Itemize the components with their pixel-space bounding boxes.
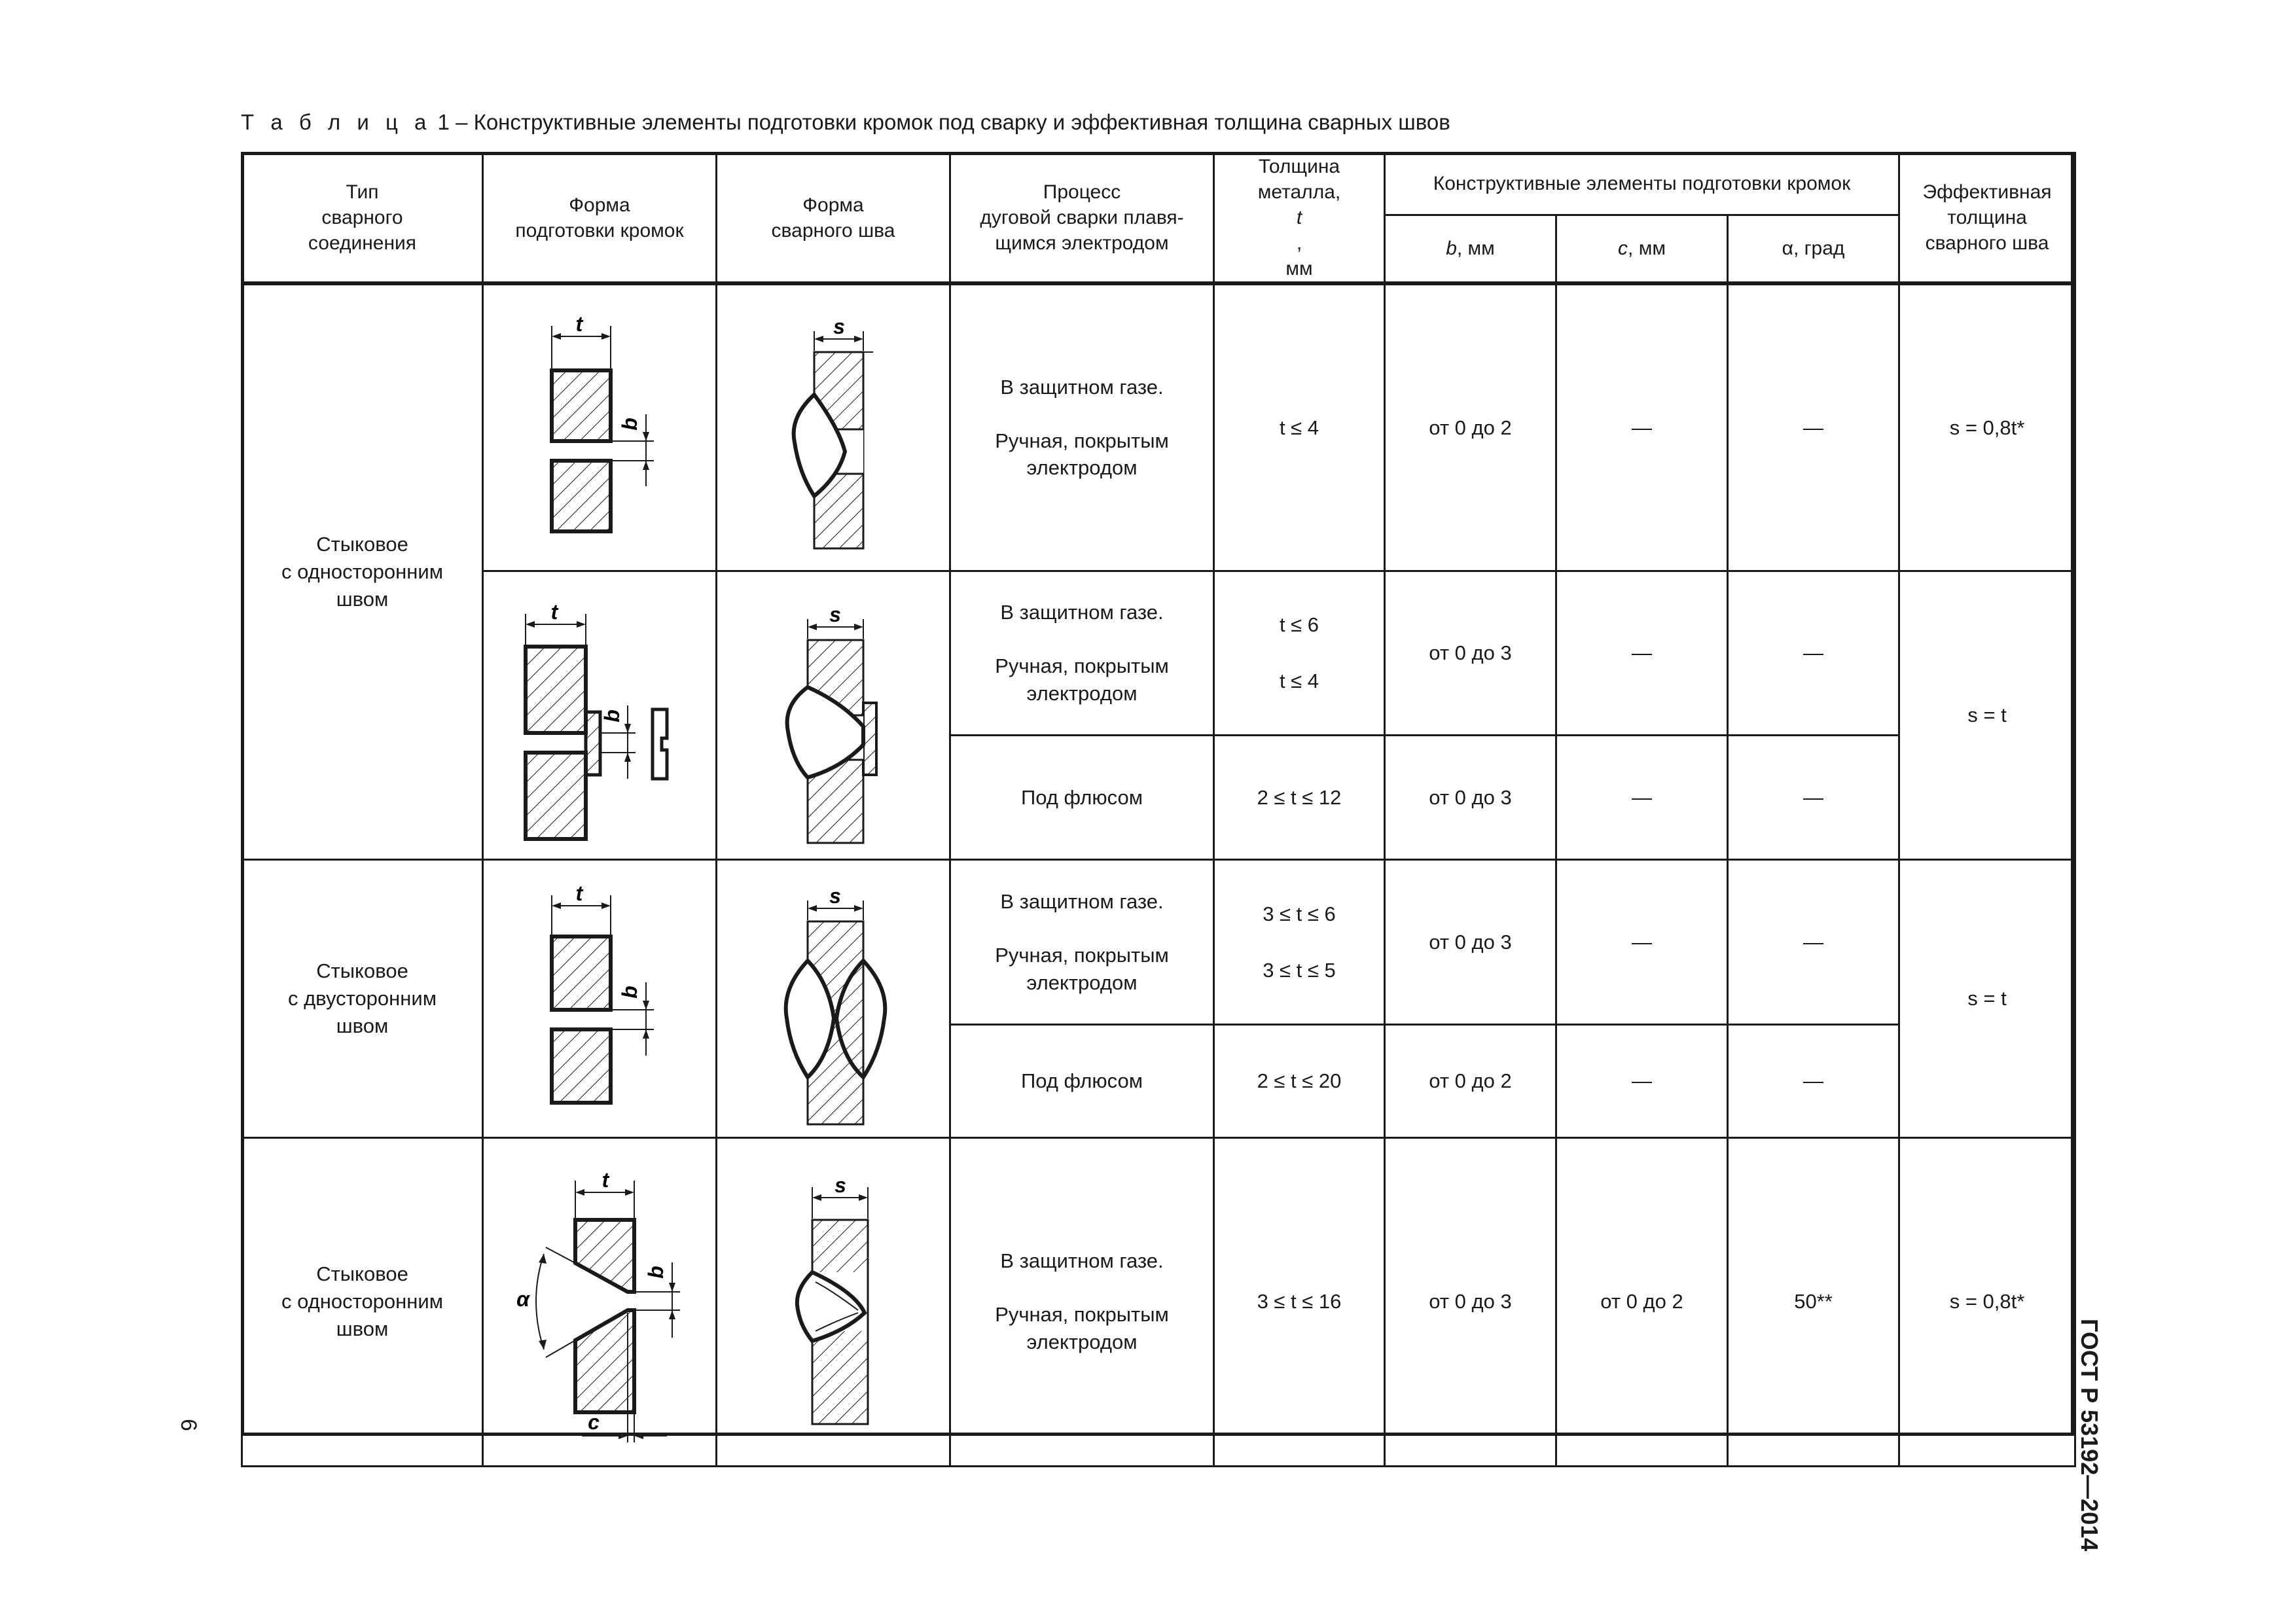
row4-type: Стыковое с двусторонним швом [242,860,483,1137]
dim-t-label: t [575,312,583,336]
v-groove-prep-diagram [484,1141,717,1462]
row1-process: В защитном газе. Ручная, покрытым электродом [950,283,1214,571]
header-elements: Конструктивные элементы подготовки кромок [1385,153,1899,215]
row3-process: Под флюсом [950,735,1214,860]
row4-alpha: — [1728,860,1899,1024]
page-number: 6 [176,1419,201,1431]
header-thickness: Толщина металла, t , мм [1214,153,1385,284]
row6-type: Стыковое с односторонним швом [242,1137,483,1466]
row6-b: от 0 до 3 [1385,1137,1556,1466]
square-butt-prep-diagram [484,287,717,568]
header-effective: Эффективная толщина сварного шва [1899,153,2075,284]
header-alpha: α, град [1728,215,1899,283]
dim-c-label: c [588,1410,600,1435]
row2-c: — [1556,571,1728,735]
row6-prep-figure [483,1137,717,1466]
row1-c: — [1556,283,1728,571]
dim-s-label: s [829,884,841,908]
row1-prep-figure [483,283,717,571]
row4-effective: s = t [1899,860,2075,1137]
row2-alpha: — [1728,571,1899,735]
dim-b-label: b [618,418,641,431]
row2-weld-figure [717,571,950,859]
dim-t-label: t [575,882,583,906]
row4-thickness: 3 ≤ t ≤ 6 3 ≤ t ≤ 5 [1214,860,1385,1024]
header-type: Тип сварного соединения [242,153,483,284]
double-side-prep-diagram [484,861,717,1136]
v-groove-weld-diagram [717,1141,951,1462]
dim-t-label: t [550,600,558,624]
dim-b-label: b [644,1266,668,1279]
row3-b: от 0 до 3 [1385,735,1556,860]
row6-thickness: 3 ≤ t ≤ 16 [1214,1137,1385,1466]
dim-t-label: t [601,1168,609,1192]
row6-weld-figure [717,1137,950,1466]
caption-text: – Конструктивные элементы подготовки кромок под сварку и эффективная толщина сварных швов [456,110,1450,134]
row5-thickness: 2 ≤ t ≤ 20 [1214,1024,1385,1137]
row5-process: Под флюсом [950,1024,1214,1137]
row1-thickness: t ≤ 4 [1214,283,1385,571]
row6-effective: s = 0,8t* [1899,1137,2075,1466]
double-side-weld-diagram [717,861,951,1136]
row6-c: от 0 до 2 [1556,1137,1728,1466]
dim-b-label: b [600,709,624,722]
row1-weld-figure [717,283,950,571]
row6-alpha: 50** [1728,1137,1899,1466]
header-c: c, мм [1556,215,1728,283]
dim-alpha-label: α [516,1287,529,1311]
row4-weld-figure [717,860,950,1137]
row1-effective: s = 0,8t* [1899,283,2075,571]
single-side-weld-diagram [717,287,951,568]
standard-designation: ГОСТ Р 53192—2014 [2076,1319,2103,1552]
row4-process: В защитном газе. Ручная, покрытым электродом [950,860,1214,1024]
caption-number: 1 [437,110,450,134]
row5-alpha: — [1728,1024,1899,1137]
table-caption [241,110,1450,135]
dim-b-label: b [618,986,641,999]
row5-b: от 0 до 2 [1385,1024,1556,1137]
header-process: Процесс дуговой сварки плавя- щимся электродом [950,153,1214,284]
row3-c: — [1556,735,1728,860]
row1-type: Стыковое с односторонним швом [242,283,483,860]
row4-prep-figure [483,860,717,1137]
row2-process: В защитном газе. Ручная, покрытым электродом [950,571,1214,735]
weld-preparation-table [241,152,2076,1467]
row2-effective: s = t [1899,571,2075,859]
row1-b: от 0 до 2 [1385,283,1556,571]
dim-s-label: s [834,1173,846,1198]
header-prep-shape: Форма подготовки кромок [483,153,717,284]
row6-process: В защитном газе. Ручная, покрытым электродом [950,1137,1214,1466]
dim-s-label: s [829,603,841,627]
backing-strip-weld-diagram [717,575,951,856]
row3-thickness: 2 ≤ t ≤ 12 [1214,735,1385,860]
row2-thickness: t ≤ 6 t ≤ 4 [1214,571,1385,735]
row1-alpha: — [1728,283,1899,571]
row2-prep-figure [483,571,717,859]
row3-alpha: — [1728,735,1899,860]
row4-b: от 0 до 3 [1385,860,1556,1024]
caption-label: Т а б л и ц а [241,110,432,134]
row5-c: — [1556,1024,1728,1137]
header-b: b, мм [1385,215,1556,283]
row2-b: от 0 до 3 [1385,571,1556,735]
dim-s-label: s [833,315,845,339]
row4-c: — [1556,860,1728,1024]
backing-strip-prep-diagram [484,575,717,856]
header-weld-shape: Форма сварного шва [717,153,950,284]
